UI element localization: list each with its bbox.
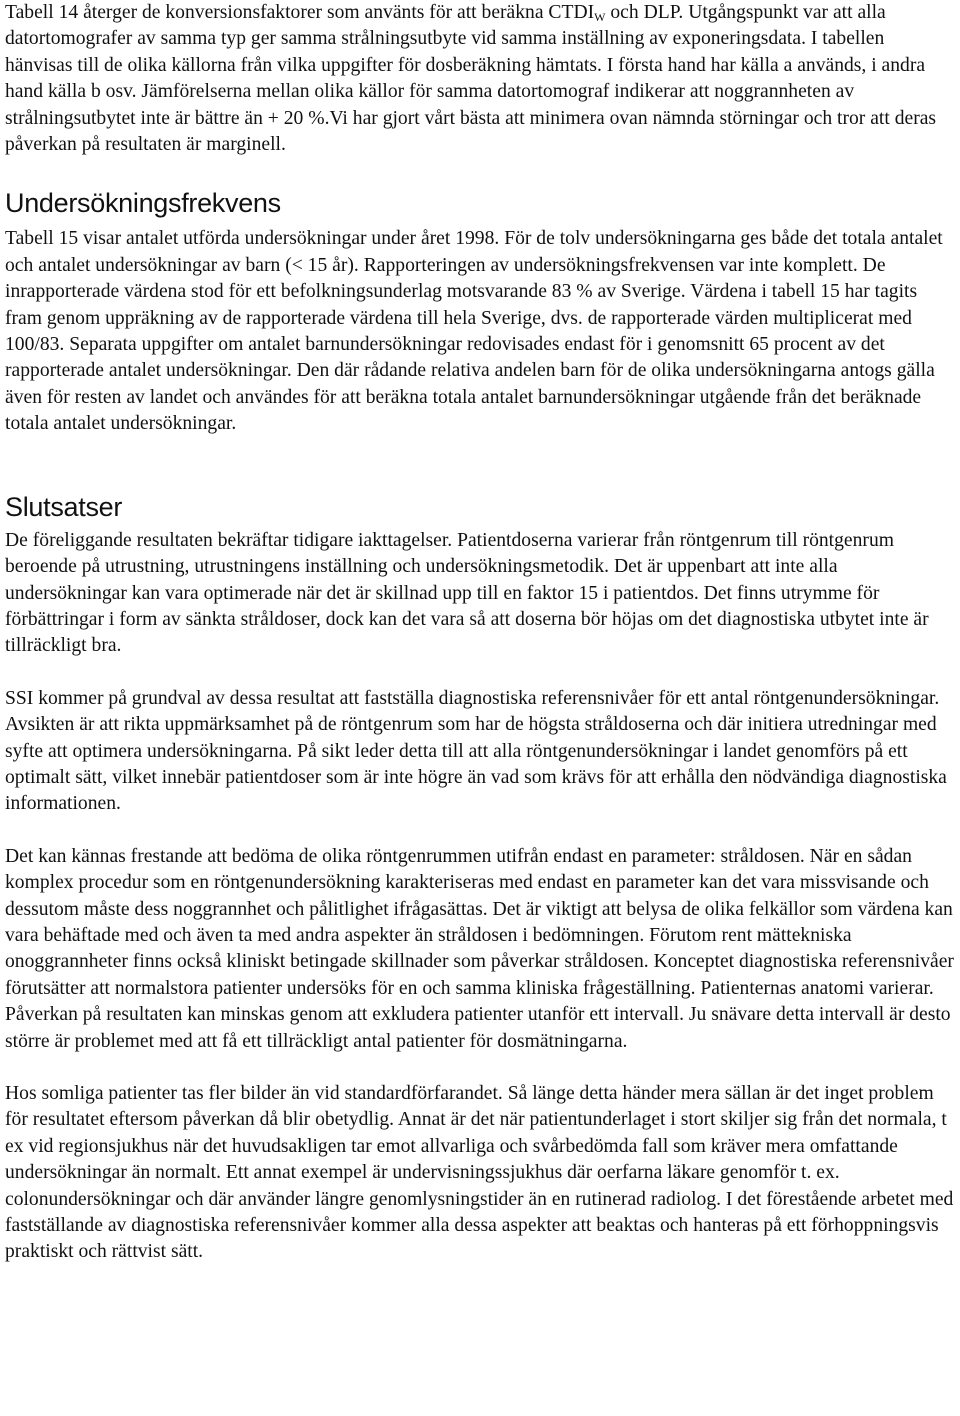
intro-paragraph [5, 0, 955, 158]
intro-subscript: W [594, 10, 606, 24]
conclusion-paragraph-2: SSI kommer på grundval av dessa resultat att fastställa diagnostiska referensnivåer för ett antal röntgenundersökningar. Avsikten är att rikta uppmärksamhet på de röntgenrum som har de högsta stråldoserna och där initiera utredningar med syfte att optimera undersökningarna. På sikt leder detta till att alla röntgenundersökningar i landet genomförs på ett optimalt sätt, vilket innebär patientdoser som är inte högre än vad som krävs för att erhålla den nödvändiga diagnostiska informationen. [5, 687, 947, 815]
intro-text-part2: och DLP. Utgångspunkt var att alla datortomografer av samma typ ger samma strålningsutbyte vid samma inställning av exponeringsdata. I tabellen hänvisas till de olika källorna från vilka uppgifter för dosberäkning hämtats. I första hand har källa a används, i andra hand källa b osv. Jämförelserna mellan olika källor för samma datortomograf indikerar att noggrannheten av strålningsutbytet inte är bättre än + 20 %.Vi har gjort vårt bästa att minimera ovan nämnda störningar och tror att deras påverkan på resultaten är marginell. [5, 2, 937, 156]
frequency-paragraph: Tabell 15 visar antalet utförda undersökningar under året 1998. För de tolv undersökningarna ges både det totala antalet och antalet undersökningar av barn (< 15 år). Rapporteringen av undersökningsfrekvensen var inte komplett. De inrapporterade värdena stod för ett befolkningsunderlag motsvarande 83 % av Sverige. Värdena i tabell 15 har tagits fram genom uppräkning av de rapporterade värdena till hela Sverige, dvs. de rapporterade värden multiplicerat med 100/83. Separata uppgifter om antalet barnundersökningar redovisades endast för i genomsnitt 65 procent av det rapporterade antalet undersökningar. Den där rådande relativa andelen barn för de olika undersökningarna antogs gälla även för resten av landet och användes för att beräkna totala antalet barnundersökningar utgående från det beräknade totala antalet undersökningar. [5, 228, 943, 435]
conclusion-paragraph-4: Hos somliga patienter tas fler bilder än vid standardförfarandet. Så länge detta händer mera sällan är det inget problem för resultatet eftersom påverkan då blir obetydlig. Annat är det när patientunderlaget i stort skiljer sig från det normala, t ex vid regionsjukhus när det huvudsakligen tar emot allvarliga och svårbedömda fall som kräver mera omfattande undersökningar än normalt. Ett annat exempel är undervisningssjukhus där oerfarna läkare genomför t. ex. colonundersökningar och där använder längre genomlysningstider än en rutinerad radiolog. I det förestående arbetet med fastställande av diagnostiska referensnivåer kommer alla dessa aspekter att beaktas och hanteras på ett förhoppningsvis praktiskt och rättvist sätt. [5, 1083, 954, 1263]
intro-text-part1: Tabell 14 återger de konversionsfaktorer som använts för att beräkna CTDI [5, 2, 595, 23]
section-heading-undersokningsfrekvens: Undersökningsfrekvens [5, 188, 281, 219]
document-page [5, 0, 955, 1266]
conclusion-paragraph-3: Det kan kännas frestande att bedöma de olika röntgenrummen utifrån endast en parameter: stråldosen. När en sådan komplex procedur som en röntgenundersökning karakteriseras med endast en parameter kan det vara missvisande och dessutom måste dess noggrannhet och pålitlighet ifrågasättas. Det är viktigt att belysa de olika felkällor som värdena kan vara behäftade med och även ta med andra aspekter än stråldosen i bedömningen. Förutom rent mättekniska onoggrannheter finns också kliniskt betingade skillnader som påverkar stråldosen. Konceptet diagnostiska referensnivåer förutsätter att normalstora patienter undersöks för en och samma kliniska frågeställning. Patienternas anatomi varierar. Påverkan på resultaten kan minskas genom att exkludera patienter utanför ett intervall. Ju snävare detta intervall är desto större är problemet med att få ett tillräckligt antal patienter för dosmätningarna. [5, 845, 954, 1052]
section-heading-slutsatser: Slutsatser [5, 491, 123, 522]
conclusion-paragraph-1: De föreliggande resultaten bekräftar tidigare iakttagelser. Patientdoserna varierar från röntgenrum till röntgenrum beroende på utrustning, utrustningens inställning och undersökningsmetodik. Det är uppenbart att inte alla undersökningar kan vara optimerade när det är skillnad upp till en faktor 15 i patientdos. Det finns utrymme för förbättringar i form av sänkta stråldoser, dock kan det vara så att doserna bör höjas om det diagnostiska utbytet inte är tillräckligt bra. [5, 529, 929, 657]
